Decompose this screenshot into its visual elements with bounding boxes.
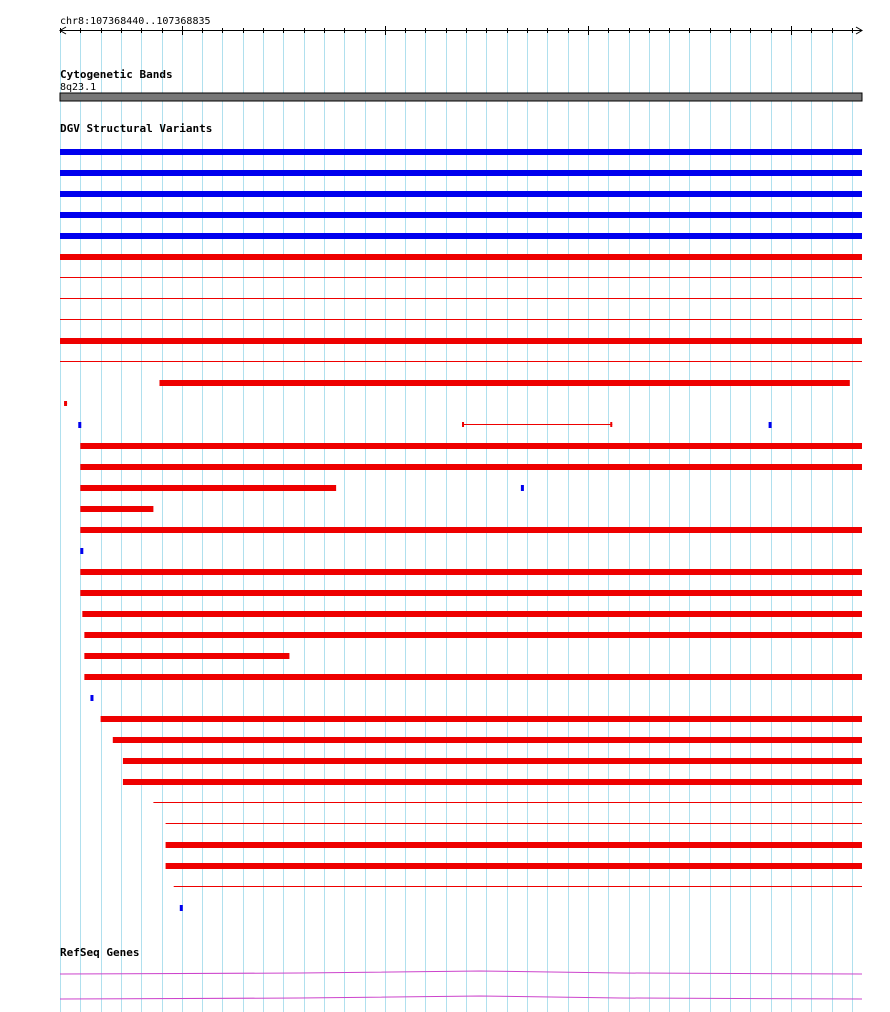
track-title-dgv: DGV Structural Variants [60, 122, 213, 135]
gene-transcript-line[interactable] [60, 996, 862, 999]
cytoband-name: 8q23.1 [60, 82, 97, 93]
track-title-refseq: RefSeq Genes [60, 946, 140, 959]
gene-transcript-line[interactable] [60, 971, 862, 974]
track-title-cytobands: Cytogenetic Bands [60, 68, 173, 81]
position-label: chr8:107368440..107368835 [60, 16, 211, 27]
